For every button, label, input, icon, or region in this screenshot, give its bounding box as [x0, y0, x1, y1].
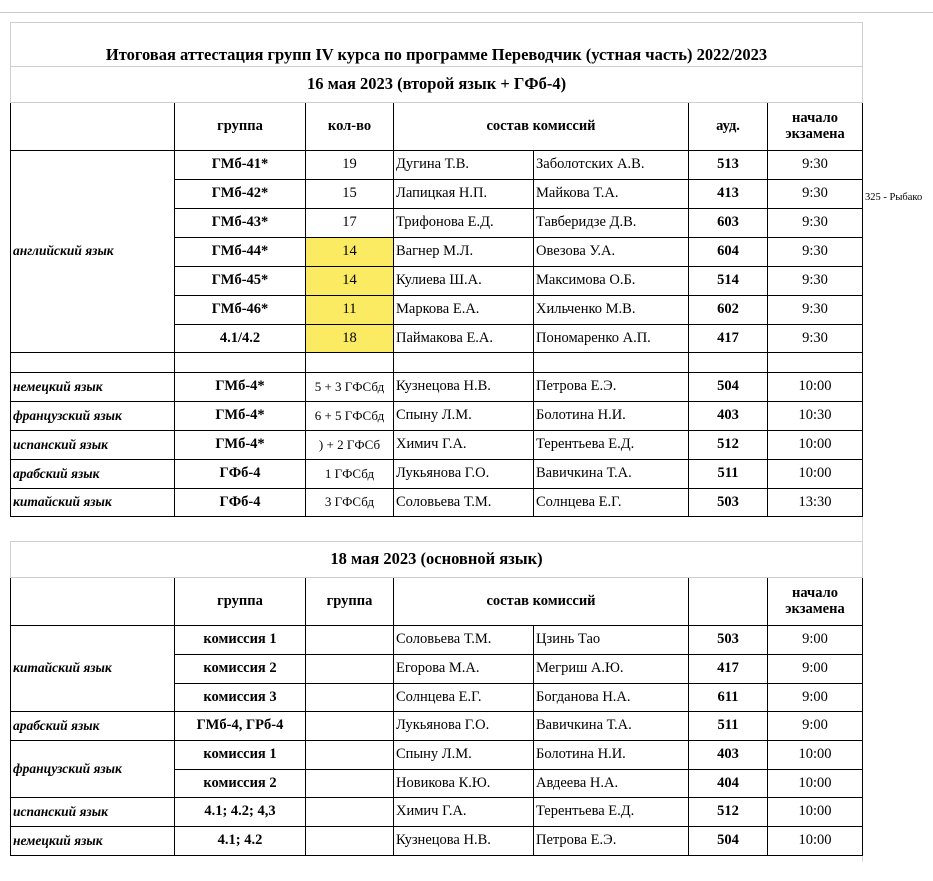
commission-member-1: Лукьянова Г.О. — [394, 712, 534, 741]
room-cell: 602 — [689, 296, 768, 325]
count-cell: 6 + 5 ГФСбд — [306, 402, 394, 431]
room-cell: 403 — [689, 402, 768, 431]
language-label: немецкий язык — [11, 373, 175, 402]
group-cell: комиссия 2 — [175, 770, 306, 798]
room-cell: 504 — [689, 373, 768, 402]
language-label-french: французский язык — [11, 741, 175, 798]
time-cell: 10:00 — [768, 770, 863, 798]
table-row — [11, 151, 863, 180]
group-cell: ГМб-45* — [175, 267, 306, 296]
commission-member-1: Кузнецова Н.В. — [394, 827, 534, 856]
time-cell: 10:00 — [768, 460, 863, 489]
language-label: арабский язык — [11, 460, 175, 489]
commission-member-2: Вавичкина Т.А. — [534, 460, 689, 489]
time-cell: 9:00 — [768, 684, 863, 712]
group-cell: ГМб-4, ГРб-4 — [175, 712, 306, 741]
count-cell: 19 — [306, 151, 394, 180]
room-cell: 511 — [689, 460, 768, 489]
language-label: китайский язык — [11, 489, 175, 517]
table-row — [11, 712, 863, 741]
commission-member-2: Вавичкина Т.А. — [534, 712, 689, 741]
room-cell: 603 — [689, 209, 768, 238]
commission-member-1: Спыну Л.М. — [394, 741, 534, 770]
count-cell: 1 ГФСбд — [306, 460, 394, 489]
group-cell: ГМб-4* — [175, 373, 306, 402]
commission-member-2: Хильченко М.В. — [534, 296, 689, 325]
table-row — [11, 373, 863, 402]
commission-member-1: Лукьянова Г.О. — [394, 460, 534, 489]
commission-member-2: Пономаренко А.П. — [534, 325, 689, 353]
group-2-cell — [306, 712, 394, 741]
group-cell: ГМб-41* — [175, 151, 306, 180]
header-empty — [11, 103, 175, 151]
header-start-line2: экзамена — [785, 125, 845, 142]
commission-member-2: Тавберидзе Д.В. — [534, 209, 689, 238]
commission-member-2: Майкова Т.А. — [534, 180, 689, 209]
table-row — [11, 626, 863, 655]
header-group: группа — [175, 103, 306, 151]
count-cell: 15 — [306, 180, 394, 209]
group-cell: ГМб-46* — [175, 296, 306, 325]
date-subtitle-may-16: 16 мая 2023 (второй язык + ГФб-4) — [11, 67, 863, 103]
time-cell: 9:30 — [768, 325, 863, 353]
table-row — [11, 827, 863, 856]
group-cell: ГМб-44* — [175, 238, 306, 267]
room-cell: 417 — [689, 655, 768, 684]
room-cell: 503 — [689, 626, 768, 655]
group-cell: комиссия 3 — [175, 684, 306, 712]
commission-member-1: Лапицкая Н.П. — [394, 180, 534, 209]
time-cell: 9:30 — [768, 180, 863, 209]
header-start-line1: начало — [792, 584, 838, 601]
time-cell: 10:00 — [768, 827, 863, 856]
commission-member-1: Маркова Е.А. — [394, 296, 534, 325]
header-room: ауд. — [689, 103, 768, 151]
header-room-empty — [689, 578, 768, 626]
table-row — [11, 431, 863, 460]
time-cell: 9:00 — [768, 655, 863, 684]
room-cell: 511 — [689, 712, 768, 741]
time-cell: 10:00 — [768, 373, 863, 402]
commission-member-2: Цзинь Тао — [534, 626, 689, 655]
commission-member-1: Спыну Л.М. — [394, 402, 534, 431]
count-cell-highlighted: 14 — [306, 267, 394, 296]
commission-member-2: Максимова О.Б. — [534, 267, 689, 296]
group-cell: ГМб-42* — [175, 180, 306, 209]
time-cell: 9:30 — [768, 296, 863, 325]
room-cell: 513 — [689, 151, 768, 180]
spacer-row — [11, 353, 863, 373]
time-cell: 9:30 — [768, 267, 863, 296]
time-cell: 9:00 — [768, 626, 863, 655]
count-cell: 5 + 3 ГФСбд — [306, 373, 394, 402]
commission-member-2: Мегриш А.Ю. — [534, 655, 689, 684]
date-subtitle-may-18: 18 мая 2023 (основной язык) — [11, 542, 863, 578]
header-count: кол-во — [306, 103, 394, 151]
time-cell: 10:00 — [768, 431, 863, 460]
time-cell: 9:30 — [768, 238, 863, 267]
commission-member-2: Терентьева Е.Д. — [534, 798, 689, 827]
count-cell-highlighted: 11 — [306, 296, 394, 325]
commission-member-2: Терентьева Е.Д. — [534, 431, 689, 460]
commission-member-1: Егорова М.А. — [394, 655, 534, 684]
room-cell: 512 — [689, 798, 768, 827]
group-2-cell — [306, 770, 394, 798]
sheet-top-border — [0, 12, 933, 13]
commission-member-2: Богданова Н.А. — [534, 684, 689, 712]
time-cell: 9:00 — [768, 712, 863, 741]
time-cell: 10:00 — [768, 741, 863, 770]
group-2-cell — [306, 626, 394, 655]
group-cell: ГМб-4* — [175, 402, 306, 431]
count-cell: 3 ГФСбд — [306, 489, 394, 517]
room-cell: 404 — [689, 770, 768, 798]
exam-schedule-table-may-16 — [10, 22, 863, 517]
group-cell: ГФб-4 — [175, 460, 306, 489]
group-2-cell — [306, 684, 394, 712]
table-row — [11, 798, 863, 827]
exam-schedule-table-may-18 — [10, 541, 863, 856]
commission-member-1: Кузнецова Н.В. — [394, 373, 534, 402]
commission-member-1: Химич Г.А. — [394, 431, 534, 460]
group-cell: 4.1; 4.2; 4,3 — [175, 798, 306, 827]
header-commission: состав комиссий — [394, 578, 689, 626]
count-cell-highlighted: 14 — [306, 238, 394, 267]
commission-member-1: Кулиева Ш.А. — [394, 267, 534, 296]
language-label: арабский язык — [11, 712, 175, 741]
commission-member-1: Новикова К.Ю. — [394, 770, 534, 798]
side-note: 325 - Рыбако — [865, 192, 923, 203]
time-cell: 10:30 — [768, 402, 863, 431]
commission-member-1: Соловьева Т.М. — [394, 489, 534, 517]
table-row — [11, 460, 863, 489]
room-cell: 403 — [689, 741, 768, 770]
language-label: испанский язык — [11, 431, 175, 460]
table-row — [11, 402, 863, 431]
commission-member-1: Соловьева Т.М. — [394, 626, 534, 655]
commission-member-1: Трифонова Е.Д. — [394, 209, 534, 238]
time-cell: 13:30 — [768, 489, 863, 517]
header-group: группа — [175, 578, 306, 626]
language-label-english: английский язык — [11, 151, 175, 353]
language-label: испанский язык — [11, 798, 175, 827]
commission-member-2: Болотина Н.И. — [534, 402, 689, 431]
count-cell: ) + 2 ГФСб — [306, 431, 394, 460]
count-cell-highlighted: 18 — [306, 325, 394, 353]
table-row — [11, 741, 863, 770]
group-cell: ГМб-43* — [175, 209, 306, 238]
commission-member-1: Дугина Т.В. — [394, 151, 534, 180]
commission-member-2: Авдеева Н.А. — [534, 770, 689, 798]
room-cell: 512 — [689, 431, 768, 460]
room-cell: 503 — [689, 489, 768, 517]
table-row — [11, 489, 863, 517]
commission-member-2: Петрова Е.Э. — [534, 827, 689, 856]
room-cell: 514 — [689, 267, 768, 296]
room-cell: 504 — [689, 827, 768, 856]
group-cell: ГМб-4* — [175, 431, 306, 460]
group-cell: комиссия 1 — [175, 741, 306, 770]
commission-member-1: Химич Г.А. — [394, 798, 534, 827]
header-group-2: группа — [306, 578, 394, 626]
header-start-line1: начало — [792, 109, 839, 126]
group-2-cell — [306, 741, 394, 770]
group-cell: ГФб-4 — [175, 489, 306, 517]
commission-member-2: Овезова У.А. — [534, 238, 689, 267]
group-2-cell — [306, 655, 394, 684]
time-cell: 9:30 — [768, 209, 863, 238]
group-2-cell — [306, 827, 394, 856]
group-cell: комиссия 1 — [175, 626, 306, 655]
page-title: Итоговая аттестация групп IV курса по программе Переводчик (устная часть) 2022/2023 — [11, 23, 863, 67]
time-cell: 9:30 — [768, 151, 863, 180]
time-cell: 10:00 — [768, 798, 863, 827]
room-cell: 604 — [689, 238, 768, 267]
header-empty — [11, 578, 175, 626]
language-label: немецкий язык — [11, 827, 175, 856]
room-cell: 413 — [689, 180, 768, 209]
group-cell: 4.1; 4.2 — [175, 827, 306, 856]
header-start — [768, 578, 863, 626]
commission-member-1: Паймакова Е.А. — [394, 325, 534, 353]
room-cell: 417 — [689, 325, 768, 353]
commission-member-1: Солнцева Е.Г. — [394, 684, 534, 712]
language-label-chinese: китайский язык — [11, 626, 175, 712]
commission-member-2: Солнцева Е.Г. — [534, 489, 689, 517]
group-cell: комиссия 2 — [175, 655, 306, 684]
commission-member-2: Петрова Е.Э. — [534, 373, 689, 402]
group-2-cell — [306, 798, 394, 827]
room-cell: 611 — [689, 684, 768, 712]
commission-member-2: Болотина Н.И. — [534, 741, 689, 770]
header-commission: состав комиссий — [394, 103, 689, 151]
group-cell: 4.1/4.2 — [175, 325, 306, 353]
count-cell: 17 — [306, 209, 394, 238]
language-label: французский язык — [11, 402, 175, 431]
commission-member-2: Заболотских А.В. — [534, 151, 689, 180]
header-start-line2: экзамена — [785, 600, 845, 617]
commission-member-1: Вагнер М.Л. — [394, 238, 534, 267]
header-start — [768, 103, 863, 151]
